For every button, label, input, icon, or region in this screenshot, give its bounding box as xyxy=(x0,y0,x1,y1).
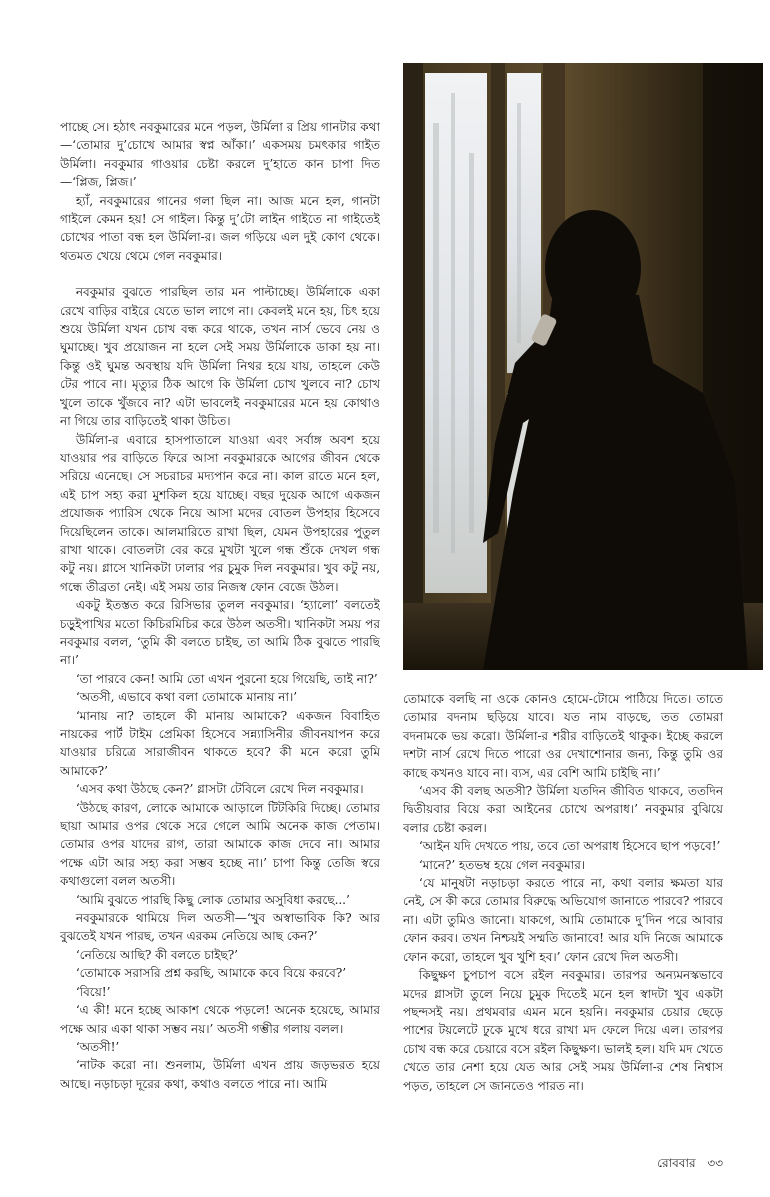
right-column-paragraph: ‘মানে?’ হতভম্ব হয়ে গেল নবকুমার। xyxy=(418,857,586,872)
left-text-column xyxy=(60,118,380,1158)
right-column-paragraph: ‘এসব কী বলছ অতসী? উর্মিলা যতদিন জীবিত থাকবে, ততদিন দ্বিতীয়বার বিয়ে করা আইনের চোখে অপরাধ।’ নবকুমার বুঝিয়ে বলার চেষ্টা করল। xyxy=(403,784,723,835)
left-column-paragraph: ‘তোমাকে সরাসরি প্রশ্ন করছি, আমাকে কবে বিয়ে করবে?’ xyxy=(75,966,346,981)
left-column-paragraph: ‘আমি বুঝতে পারছি কিছু লোক তোমার অসুবিধা করছে...’ xyxy=(75,892,350,907)
magazine-name: রোববার xyxy=(657,1156,696,1170)
right-column-paragraph: কিছুক্ষণ চুপচাপ বসে রইল নবকুমার। তারপর অন্যমনস্কভাবে মদের গ্লাসটা তুলে নিয়ে চুমুক দিতেই মনে হল স্বাদটা খুব একটা পছন্দসই নয়। প্রথমবার এমন মনে হয়নি। নবকুমার চেয়ার ছেড়ে পাশের টয়লেটে ঢুকে মুখে ধরে রাখা মদ ফেলে দিয়ে এল। তারপর চোখ বন্ধ করে চেয়ারে বসে রইল কিছুক্ষণ। ভালই হল। যদি মদ খেতে খেতে তার নেশা হয়ে যেত আর সেই সময় উর্মিলা-র শেষ নিশ্বাস পড়ত, তাহলে সে জানতেও পারত না। xyxy=(403,968,723,1093)
right-column-paragraph: ‘যে মানুষটা নড়াচড়া করতে পারে না, কথা বলার ক্ষমতা যার নেই, সে কী করে তোমার বিরুদ্ধে অভিযোগ জানাতে পারবে? পারবে না। এটা তুমিও জানো। যাকগে, আমি তোমাকে দু’দিন পরে আবার ফোন করব। তখন নিশ্চয়ই সম্মতি জানাবে! আর যদি নিজে আমাকে ফোন করো, তাহলে খুব খুশি হব।’ ফোন রেখে দিল অতসী। xyxy=(403,876,723,964)
right-column-paragraph: তোমাকে বলছি না ওকে কোনও হোমে-টোমে পাঠিয়ে দিতে। তাতে তোমার বদনাম ছড়িয়ে যাবে। যত নাম বাড়ছে, তত তোমরা বদনামকে ভয় করো। উর্মিলা-র শরীর বাড়িতেই থাকুক। ইচ্ছে করলে দশটা নার্স রেখে দিতে পারো ওর দেখাশোনার জন্য, কিন্তু তুমি ওর কাছে কখনও যাবে না। ব্যস, এর বেশি আমি চাইছি না।’ xyxy=(403,692,723,780)
left-column-paragraph: ‘এসব কথা উঠছে কেন?’ গ্লাসটা টেবিলে রেখে দিল নবকুমার। xyxy=(75,782,364,797)
left-column-paragraph: ‘উঠছে কারণ, লোকে আমাকে আড়ালে টিটকিরি দিচ্ছে। তোমার ছায়া আমার ওপর থেকে সরে গেলে আমি অনেক কাজ পেতাম। তোমার ওপর যাদের রাগ, তারা আমাকে কাজ দেবে না। আমার পক্ষে এটা আর সহ্য করা সম্ভব হচ্ছে না।’ চাপা কিন্তু তেজি স্বরে কথাগুলো বলল অতসী। xyxy=(60,800,380,889)
left-column-paragraph: হ্যাঁ, নবকুমারের গানের গলা ছিল না। আজ মনে হল, গানটা গাইলে কেমন হয়! সে গাইল। কিন্তু দু’টো লাইন গাইতে না গাইতেই চোখের পাতা বন্ধ হল উর্মিলা-র। জল গড়িয়ে এল দুই কোণ থেকে। থতমত খেয়ে থেমে গেল নবকুমার। xyxy=(60,193,380,263)
left-column-paragraph: নবকুমারকে থামিয়ে দিল অতসী—‘খুব অস্বাভাবিক কি? আর বুঝতেই যখন পারছ, তখন এরকম নেতিয়ে আছ কেন?’ xyxy=(60,911,380,944)
left-column-paragraph: ‘বিয়ে!’ xyxy=(75,984,111,999)
left-column-paragraph: ‘মানায় না? তাহলে কী মানায় আমাকে? একজন বিবাহিত নায়কের পার্ট টাইম প্রেমিকা হিসেবে সন্ন্যাসিনীর জীবনযাপন করে যাওয়ার চরিত্রে সারাজীবন থাকতে হবে? কী মনে করো তুমি আমাকে?’ xyxy=(60,708,380,778)
left-column-paragraph: ‘এ কী! মনে হচ্ছে আকাশ থেকে পড়লে! অনেক হয়েছে, আমার পক্ষে আর একা থাকা সম্ভব নয়।’ অতসী গম্ভীর গলায় বলল। xyxy=(60,1003,380,1036)
left-column-paragraph: উর্মিলা-র এবারে হাসপাতালে যাওয়া এবং সর্বাঙ্গ অবশ হয়ে যাওয়ার পর বাড়িতে ফিরে আসা নবকুমারকে আগের জীবন থেকে সরিয়ে এনেছে। সে সচরাচর মদ্যপান করে না। কাল রাতে মনে হল, এই চাপ সহ্য করা মুশকিল হয়ে যাচ্ছে। বছর দুয়েক আগে একজন প্রযোজক প্যারিস থেকে নিয়ে আসা মদের বোতল উপহার হিসেবে দিয়েছিলেন তাকে। আলমারিতে রাখা ছিল, যেমন উপহারের পুতুল রাখা থাকে। বোতলটা বের করে মুখটা খুলে গন্ধ শুঁকে দেখল গন্ধ কটু নয়। গ্লাসে খানিকটা ঢালার পর চুমুক দিল নবকুমার। খুব কটু নয়, গন্ধে তীব্রতা নেই। এই সময় তার নিজস্ব ফোন বেজে উঠল। xyxy=(60,432,380,594)
left-column-paragraph: ‘তা পারবে কেন! আমি তো এখন পুরনো হয়ে গিয়েছি, তাই না?’ xyxy=(75,671,378,686)
right-column-paragraph: ‘আইন যদি দেখতে পায়, তবে তো অপরাধ হিসেবে ছাপ পড়বে!’ xyxy=(418,839,721,854)
left-column-paragraph: নবকুমার বুঝতে পারছিল তার মন পাল্টাচ্ছে। উর্মিলাকে একা রেখে বাড়ির বাইরে যেতে ভাল লাগে না। কেবলই মনে হয়, চিৎ হয়ে শুয়ে উর্মিলা যখন চোখ বন্ধ করে থাকে, তখন নার্স ভেবে নেয় ও ঘুমাচ্ছে। খুব প্রয়োজন না হলে সেই সময় উর্মিলাকে ডাকা হয় না। কিন্তু ওই ঘুমন্ত অবস্থায় যদি উর্মিলা নিথর হয়ে যায়, তাহলে কেউ টের পাবে না। মৃত্যুর ঠিক আগে কি উর্মিলা চোখ খুলবে না? চোখ খুলে তাকে খুঁজবে না? এটা ভাবলেই নবকুমারের মনে হয় কোথাও না গিয়ে তার বাড়িতেই থাকা উচিত। xyxy=(60,285,380,429)
page-footer xyxy=(657,1155,723,1175)
left-column-paragraph: ‘অতসী!’ xyxy=(75,1039,120,1054)
left-column-paragraph: একটু ইতস্তত করে রিসিভার তুলল নবকুমার। ‘হ্যালো’ বলতেই চড়ুইপাখির মতো কিচিরমিচির করে উঠল অতসী। খানিকটা সময় পর নবকুমার বলল, ‘তুমি কী বলতে চাইছ, তা আমি ঠিক বুঝতে পারছি না।’ xyxy=(60,598,380,668)
man-on-phone-silhouette-photo xyxy=(403,63,763,670)
left-column-paragraph: ‘নাটক করো না। শুনলাম, উর্মিলা এখন প্রায় জড়ভরত হয়ে আছে। নড়াচড়া দূরের কথা, কথাও বলতে পারে না। আমি xyxy=(60,1058,380,1091)
page-number: ৩৩ xyxy=(707,1156,723,1170)
left-column-paragraph: পাচ্ছে সে। হঠাৎ নবকুমারের মনে পড়ল, উর্মিলা র প্রিয় গানটার কথা—‘তোমার দু’চোখে আমার স্বপ্ন আঁকা।’ একসময় চমৎকার গাইত উর্মিলা। নবকুমার গাওয়ার চেষ্টা করলে দু’হাতে কান চাপা দিত—‘প্লিজ, প্লিজ।’ xyxy=(60,120,380,190)
left-column-paragraph: ‘অতসী, এভাবে কথা বলা তোমাকে মানায় না।’ xyxy=(75,690,297,705)
right-text-column xyxy=(403,690,723,1130)
left-column-paragraph: ‘নেতিয়ে আছি? কী বলতে চাইছ?’ xyxy=(75,947,238,962)
